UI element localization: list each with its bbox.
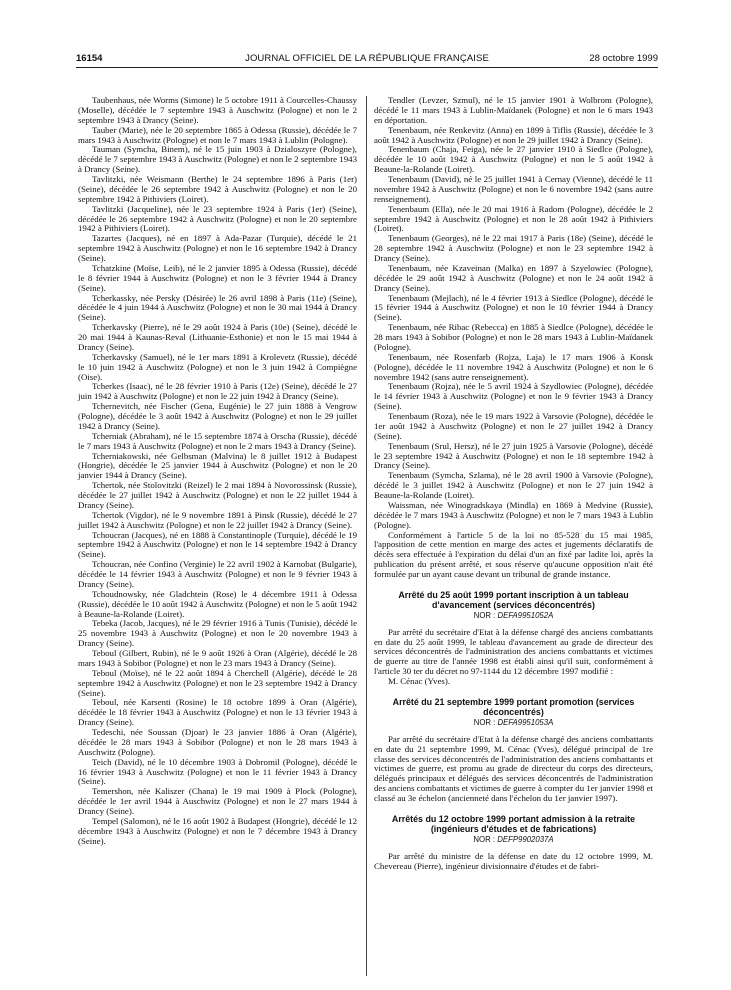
record-entry: Tchoudnowsky, née Gladchtein (Rose) le 4 décembre 1911 à Odessa (Russie), décédée le 10 août 1942 à Auschwitz (Pologne) et non le 5 août 1942 à Beaune-la-Rolande (Loiret). bbox=[78, 588, 357, 619]
record-entry: Tavlitzki (Jacqueline), née le 23 septembre 1924 à Paris (1er) (Seine), décédée le 26 septembre 1942 à Auschwitz (Pologne) et non le 20 septembre 1942 à Pithiviers (Loiret). bbox=[78, 203, 357, 234]
page-number: 16154 bbox=[76, 53, 103, 64]
record-entry: Tenenbaum (Mejlach), né le 4 février 1913 à Siedlce (Pologne), décédé le 15 février 1944 à Auschwitz (Pologne) et non le 10 février 1944 à Drancy (Seine). bbox=[374, 292, 653, 323]
page-header bbox=[76, 52, 658, 66]
closing-paragraph: Conformément à l'article 5 de la loi no 85-528 du 15 mai 1985, l'apposition de cette mention en marge des actes et jugements déclaratifs de décès sera effectuée à l'expiration du délai d'un an fixé par ladite loi, après la publication du présent arrêté, et sous réserve qu'aucune opposition n'ait été formulée par un ayant cause devant un tribunal de grande instance. bbox=[374, 529, 653, 579]
decree-title: Arrêté du 25 août 1999 portant inscription à un tableau d'avancement (services déconcentrés) bbox=[398, 589, 629, 610]
right-column bbox=[374, 96, 653, 871]
record-entry: Tcherniakowski, née Gelbsman (Malvina) le 8 juillet 1912 à Budapest (Hongrie), décédée le 25 janvier 1944 à Auschwitz (Pologne) et non le 20 janvier 1944 à Drancy (Seine). bbox=[78, 450, 357, 481]
record-entry: Tenenbaum (Srul, Hersz), né le 27 juin 1925 à Varsovie (Pologne), décédé le 23 septembre 1942 à Auschwitz (Pologne) et non le 18 septembre 1942 à Drancy (Seine). bbox=[374, 440, 653, 471]
record-entry: Tenenbaum (Chaja, Feiga), née le 27 janvier 1910 à Siedlce (Pologne), décédée le 10 août 1942 à Auschwitz (Pologne) et non le 5 août 1942 à Beaune-la-Rolande (Loiret). bbox=[374, 144, 653, 175]
record-entry: Tebeka (Jacob, Jacques), né le 29 février 1916 à Tunis (Tunisie), décédé le 25 novembre 1943 à Auschwitz (Pologne) et non le 20 novembre 1943 à Drancy (Seine). bbox=[78, 618, 357, 649]
record-entry: Tchernevitch, née Fischer (Gena, Eugénie) le 27 juin 1888 à Vengrow (Pologne), décédée le 3 août 1942 à Auschwitz (Pologne) et non le 29 juillet 1942 à Drancy (Seine). bbox=[78, 401, 357, 431]
issue-date: 28 octobre 1999 bbox=[589, 53, 658, 64]
nor-code: DEFA9951052A bbox=[497, 610, 554, 620]
record-entry: Tenenbaum, née Renkevitz (Anna) en 1899 à Tiflis (Russie), décédée le 3 août 1942 à Auschwitz (Pologne) et non le 29 juillet 1942 à Drancy (Seine). bbox=[374, 124, 653, 145]
nor-reference bbox=[374, 718, 653, 728]
record-entry: Tedeschi, née Soussan (Djoar) le 23 janvier 1886 à Oran (Algérie), décédée le 28 mars 1943 à Sobibor (Pologne) et non le 28 mars 1943 à Auschwitz (Pologne). bbox=[78, 727, 357, 757]
record-entry: Tcherkes (Isaac), né le 28 février 1910 à Paris (12e) (Seine), décédé le 27 juin 1942 à Auschwitz (Pologne) et non le 22 juin 1942 à Drancy (Seine). bbox=[78, 381, 357, 402]
record-entry: Tazartes (Jacques), né en 1897 à Ada-Pazar (Turquie), décédé le 21 septembre 1942 à Auschwitz (Pologne) et non le 16 septembre 1942 à Drancy (Seine). bbox=[78, 233, 357, 263]
record-entry: Tenenbaum (Georges), né le 22 mai 1917 à Paris (18e) (Seine), décédé le 28 septembre 1942 à Auschwitz (Pologne) et non le 23 septembre 1942 à Drancy (Seine). bbox=[374, 233, 653, 263]
record-entry: Tcherkavsky (Pierre), né le 29 août 1924 à Paris (10e) (Seine), décédé le 20 mai 1944 à Kaunas-Reval (Lithuanie-Esthonie) et non le 15 mai 1944 à Drancy (Seine). bbox=[78, 322, 357, 352]
journal-title: JOURNAL OFFICIEL DE LA RÉPUBLIQUE FRANÇAISE bbox=[245, 53, 489, 64]
record-entry: Tenenbaum, née Kzaveinan (Malka) en 1897 à Szyelowiec (Pologne), décédée le 29 août 1942 à Auschwitz (Pologne) et non le 24 août 1942 à Drancy (Seine). bbox=[374, 262, 653, 293]
record-entry: Teboul (Moïse), né le 22 août 1894 à Cherchell (Algérie), décédé le 28 septembre 1942 à Auschwitz (Pologne) et non le 23 septembre 1942 à Drancy (Seine). bbox=[78, 667, 357, 698]
record-entry: Tenenbaum (Roza), née le 19 mars 1922 à Varsovie (Pologne), décédée le 1er août 1942 à Auschwitz (Pologne) et non le 27 juillet 1942 à Drancy (Seine). bbox=[374, 411, 653, 441]
record-entry: Teich (David), né le 10 décembre 1903 à Dobromil (Pologne), décédé le 16 février 1943 à Auschwitz (Pologne) et non le 11 février 1943 à Drancy (Seine). bbox=[78, 756, 357, 787]
nor-label: NOR : bbox=[473, 717, 496, 727]
nor-reference bbox=[374, 611, 653, 621]
record-entry: Tcherkassky, née Persky (Désirée) le 26 avril 1898 à Paris (11e) (Seine), décédée le 4 juin 1944 à Auschwitz (Pologne) et non le 30 mai 1944 à Drancy (Seine). bbox=[78, 292, 357, 323]
decree-paragraph: Par arrêté du secrétaire d'Etat à la défense chargé des anciens combattants en date du 25 août 1999, le tableau d'avancement au grade de directeur des services déconcentrés de l'administration des anciens combattants et victimes de guerre au titre de l'année 1998 est établi ainsi qu'il suit, conformément à l'article 30 ter du décret no 97-1144 du 12 décembre 1997 modifié : bbox=[374, 626, 653, 677]
record-entry: Tchoucran (Jacques), né en 1888 à Constantinople (Turquie), décédé le 19 septembre 1942 à Auschwitz (Pologne) et non le 14 septembre 1942 à Drancy (Seine). bbox=[78, 529, 357, 560]
record-entry: Temershon, née Kaliszer (Chana) le 19 mai 1909 à Plock (Pologne), décédée le 1er avril 1944 à Auschwitz (Pologne) et non le 27 mars 1944 à Drancy (Seine). bbox=[78, 786, 357, 816]
record-entry: Tchatzkine (Moïse, Leib), né le 2 janvier 1895 à Odessa (Russie), décédé le 8 février 1944 à Auschwitz (Pologne) et non le 3 février 1944 à Drancy (Seine). bbox=[78, 262, 357, 293]
record-entry: Tchertok, née Stolovitzki (Reizel) le 2 mai 1894 à Novorossinsk (Russie), décédée le 27 juillet 1942 à Auschwitz (Pologne) et non le 22 juillet 1944 à Drancy (Seine). bbox=[78, 480, 357, 510]
record-entry: Tempel (Salomon), né le 16 août 1902 à Budapest (Hongrie), décédé le 12 décembre 1943 à Auschwitz (Pologne) et non le 7 décembre 1943 à Drancy (Seine). bbox=[78, 815, 357, 846]
record-entry: Tenenbaum (Rojza), née le 5 avril 1924 à Szydlowiec (Pologne), décédée le 14 février 1943 à Auschwitz (Pologne) et non le 9 février 1943 à Drancy (Seine). bbox=[374, 381, 653, 412]
record-entry: Waissman, née Winogradskaya (Mindla) en 1869 à Medvine (Russie), décédée le 7 mars 1943 à Auschwitz (Pologne) et non le 7 mars 1943 à Lublin (Pologne). bbox=[374, 499, 653, 530]
record-entry: Tendler (Levzer, Szmul), né le 15 janvier 1901 à Wolbrom (Pologne), décédé le 11 mars 1943 à Lublin-Maïdanek (Pologne) et non le 6 mars 1943 en déportation. bbox=[374, 95, 653, 125]
nor-label: NOR : bbox=[473, 610, 496, 620]
column-divider bbox=[366, 96, 367, 976]
record-entry: Tauman (Symcha, Binem), né le 15 juin 1903 à Dzialoszyre (Pologne), décédé le 7 septembre 1943 à Auschwitz (Pologne) et non le 2 septembre 1943 à Drancy (Seine). bbox=[78, 144, 357, 175]
nor-reference bbox=[374, 835, 653, 845]
record-entry: Taubenhaus, née Worms (Simone) le 5 octobre 1911 à Courcelles-Chaussy (Moselle), décédée le 7 septembre 1943 à Auschwitz (Pologne) et non le 2 septembre 1943 à Drancy (Seine). bbox=[78, 95, 357, 125]
record-entry: Tenenbaum, née Ribac (Rebecca) en 1885 à Siedlce (Pologne), décédée le 28 mars 1943 à Sobibor (Pologne) et non le 28 mars 1943 à Lublin-Maïdanek (Pologne). bbox=[374, 322, 653, 352]
record-entry: Teboul (Gilbert, Rubin), né le 9 août 1926 à Oran (Algérie), décédé le 28 mars 1943 à Sobibor (Pologne) et non le 23 mars 1943 à Drancy (Seine). bbox=[78, 648, 357, 668]
left-column bbox=[78, 96, 357, 847]
decree-paragraph: M. Cénac (Yves). bbox=[388, 676, 450, 687]
record-entry: Tenenbaum (Ella), née le 20 mai 1916 à Radom (Pologne), décédée le 2 septembre 1942 à Auschwitz (Pologne) et non le 28 août 1942 à Pithiviers (Loiret). bbox=[374, 203, 653, 234]
record-entry: Tchoucran, née Confino (Verginie) le 22 avril 1902 à Karnobat (Bulgarie), décédée le 14 février 1943 à Auschwitz (Pologne) et non le 9 février 1943 à Drancy (Seine). bbox=[78, 559, 357, 589]
record-entry: Tavlitzki, née Weismann (Berthe) le 24 septembre 1896 à Paris (1er) (Seine), décédée le 26 septembre 1942 à Auschwitz (Pologne) et non le 20 septembre 1942 à Pithiviers (Loiret). bbox=[78, 174, 357, 204]
nor-label: NOR : bbox=[473, 834, 496, 844]
record-entry: Tcherkavsky (Samuel), né le 1er mars 1891 à Krolevetz (Russie), décédé le 10 juin 1942 à Auschwitz (Pologne) et non le 3 juin 1942 à Compiègne (Oise). bbox=[78, 351, 357, 382]
nor-code: DEFP9902037A bbox=[497, 834, 554, 844]
decree-title: Arrêté du 21 septembre 1999 portant promotion (services déconcentrés) bbox=[392, 696, 635, 717]
decree-paragraph: Par arrêté du ministre de la défense en date du 12 octobre 1999, M. Chevereau (Pierre), ingénieur divisionnaire d'études et de fabri- bbox=[374, 850, 653, 871]
record-entry: Tcherniak (Abraham), né le 15 septembre 1874 à Orscha (Russie), décédé le 7 mars 1943 à Auschwitz (Pologne) et non le 2 mars 1943 à Drancy (Seine). bbox=[78, 430, 357, 451]
record-entry: Tauber (Marie), née le 20 septembre 1865 à Odessa (Russie), décédée le 7 mars 1943 à Auschwitz (Pologne) et non le 7 mars 1943 à Lublin (Pologne). bbox=[78, 124, 357, 145]
record-entry: Tenenbaum (David), né le 25 juillet 1941 à Cernay (Vienne), décédé le 11 novembre 1942 à Auschwitz (Pologne) et non le 6 novembre 1942 (sans autre renseignement). bbox=[374, 174, 653, 204]
record-entry: Teboul, née Karsenti (Rosine) le 18 octobre 1899 à Oran (Algérie), décédée le 18 février 1943 à Auschwitz (Pologne) et non le 13 février 1943 à Drancy (Seine). bbox=[78, 697, 357, 728]
decree-title: Arrêtés du 12 octobre 1999 portant admission à la retraite (ingénieurs d'études et de fabrications) bbox=[391, 813, 636, 834]
record-entry: Tenenbaum (Symcha, Szlama), né le 28 avril 1900 à Varsovie (Pologne), décédé le 3 juillet 1942 à Auschwitz (Pologne) et non le 27 juin 1942 à Beaune-la-Rolande (Loiret). bbox=[374, 470, 653, 500]
header-rule bbox=[76, 67, 658, 68]
decree-paragraph: Par arrêté du secrétaire d'Etat à la défense chargé des anciens combattants en date du 21 septembre 1999, M. Cénac (Yves), délégué principal de 1re classe des services déconcentrés de l'administration des anciens combattants et victimes de guerre, est promu au grade de directeur du corps des directeurs, délégués principaux et délégués des services déconcentrés de l'administration des anciens combattants et victimes de guerre à compter du 1er janvier 1998 et classé au 3e échelon (ancienneté dans l'échelon du 1er janvier 1997). bbox=[374, 733, 653, 803]
record-entry: Tenenbaum, née Rosenfarb (Rojza, Laja) le 17 mars 1906 à Konsk (Pologne), décédée le 11 novembre 1942 à Auschwitz (Pologne) et non le 6 novembre 1942 (sans autre renseignement). bbox=[374, 351, 653, 382]
nor-code: DEFA9951053A bbox=[497, 717, 554, 727]
record-entry: Tchertok (Vigdor), né le 9 novembre 1891 à Pinsk (Russie), décédé le 27 juillet 1942 à Auschwitz (Pologne) et non le 22 juillet 1942 à Drancy (Seine). bbox=[78, 509, 357, 530]
